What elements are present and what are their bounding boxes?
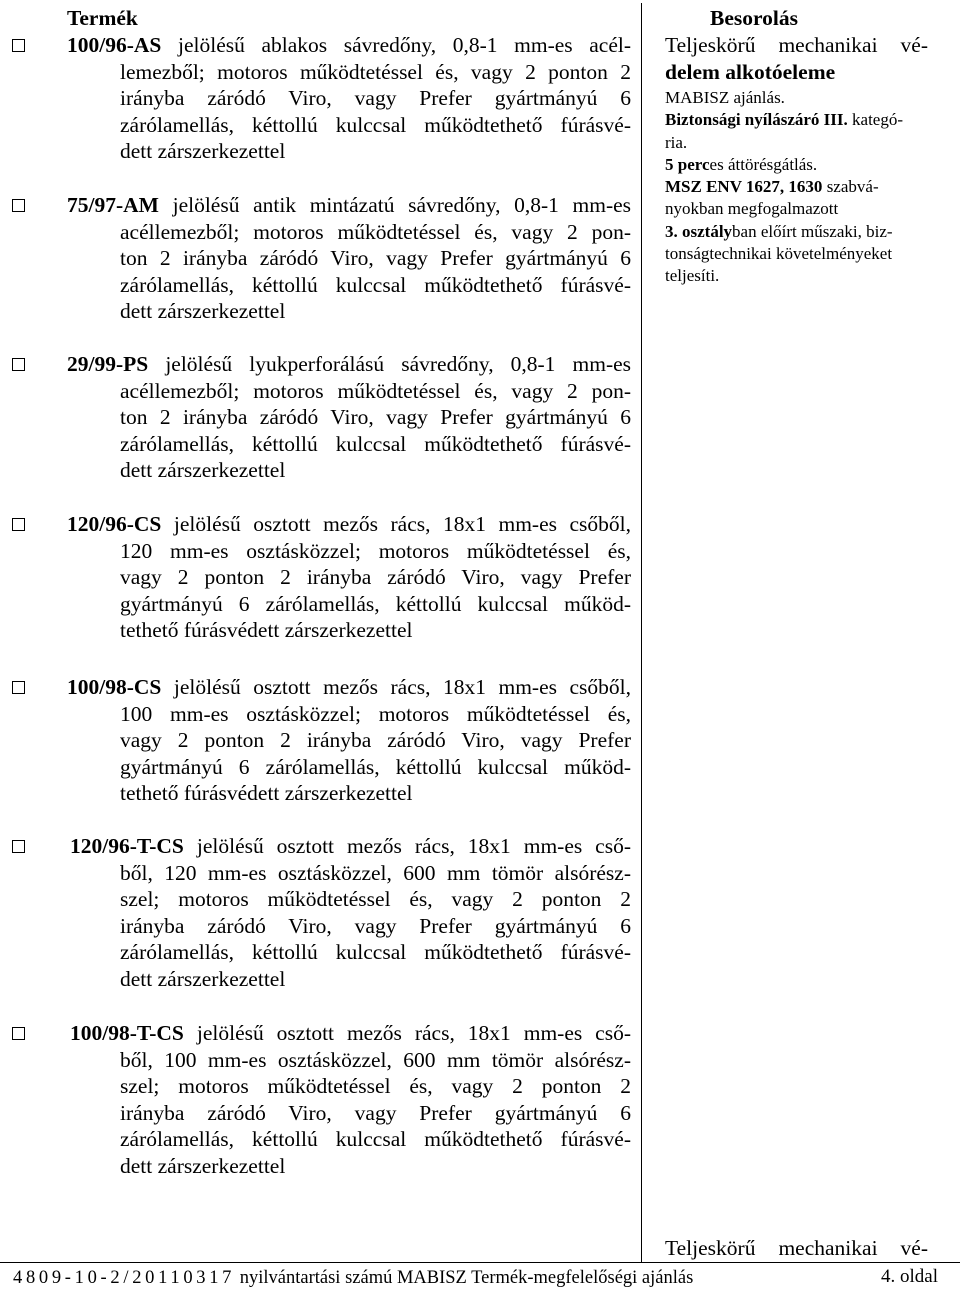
checkbox-icon: [12, 681, 25, 694]
detail-bold-text: MSZ ENV 1627, 1630: [665, 177, 823, 197]
product-code: 100/98-CS: [67, 675, 162, 699]
product-line: irányba záródó Viro, vagy Prefer gyártmányú 6: [120, 913, 631, 938]
classification-detail-line: [665, 243, 950, 265]
classification-continued-title: [665, 1235, 928, 1262]
checkbox-icon: [12, 358, 25, 371]
detail-text: ria.: [665, 132, 688, 152]
detail-text: es áttörésgátlás.: [709, 154, 818, 174]
product-item: [0, 32, 641, 165]
product-item: [0, 511, 641, 644]
product-line: zárólamellás, kéttollú kulccsal működtethető fúrásvé-: [120, 431, 631, 456]
product-item: [0, 1020, 641, 1180]
product-line: ből, 100 mm-es osztásközzel, 600 mm tömör alsórész-: [120, 1047, 631, 1072]
product-code: 29/99-PS: [67, 352, 149, 376]
product-line: dett zárszerkezettel: [120, 966, 286, 991]
column-divider: [641, 3, 642, 1262]
product-line: gyártmányú 6 zárólamellás, kéttollú kulccsal működ-: [120, 754, 631, 779]
detail-text: kategó-: [852, 110, 904, 130]
product-line: 120 mm-es osztásközzel; motoros működtetéssel és,: [120, 538, 631, 563]
product-line: acéllemezből; motoros működtetéssel és, vagy 2 pon-: [120, 219, 631, 244]
product-line: ton 2 irányba záródó Viro, vagy Prefer gyártmányú 6: [120, 246, 631, 271]
detail-bold-text: Biztonsági nyílászáró III.: [665, 110, 848, 130]
product-line: vagy 2 ponton 2 irányba záródó Viro, vagy Prefer: [120, 728, 631, 753]
product-code: 120/96-T-CS: [70, 834, 184, 858]
classification-detail-line: [665, 198, 950, 220]
checkbox-icon: [12, 518, 25, 531]
product-line: irányba záródó Viro, vagy Prefer gyártmányú 6: [120, 1100, 631, 1125]
product-line: szel; motoros működtetéssel és, vagy 2 ponton 2: [120, 887, 631, 912]
classification-detail-line: [665, 221, 950, 243]
product-line: gyártmányú 6 zárólamellás, kéttollú kulccsal működ-: [120, 591, 631, 616]
product-line: [67, 674, 631, 701]
product-line: [67, 32, 631, 59]
product-code: 100/98-T-CS: [70, 1021, 184, 1045]
classification-detail-line: [665, 176, 950, 198]
product-line: zárólamellás, kéttollú kulccsal működtethető fúrásvé-: [120, 1127, 631, 1152]
product-description-text: jelölésű osztott mezős rács, 18x1 mm-es cső-: [196, 1021, 632, 1045]
page-number: 4. oldal: [881, 1266, 938, 1287]
detail-text: MABISZ ajánlás.: [665, 88, 785, 107]
classification-detail-line: [665, 265, 950, 287]
product-column-header: Termék: [67, 6, 138, 30]
product-line: ton 2 irányba záródó Viro, vagy Prefer gyártmányú 6: [120, 405, 631, 430]
classification-title-line: Teljeskörű mechanikai vé-: [665, 1236, 928, 1260]
product-line: zárólamellás, kéttollú kulccsal működtethető fúrásvé-: [120, 940, 631, 965]
checkbox-icon: [12, 199, 25, 212]
product-line: zárólamellás, kéttollú kulccsal működtethető fúrásvé-: [120, 272, 631, 297]
product-line: ből, 120 mm-es osztásközzel, 600 mm tömör alsórész-: [120, 860, 631, 885]
classification-title-line: Teljeskörű mechanikai vé-: [665, 33, 928, 57]
product-line: [70, 833, 631, 860]
page-footer: [13, 1267, 693, 1289]
detail-text: teljesíti.: [665, 266, 720, 286]
product-line: zárólamellás, kéttollú kulccsal működtethető fúrásvé-: [120, 112, 631, 137]
product-item: [0, 192, 641, 325]
product-description-text: jelölésű osztott mezős rács, 18x1 mm-es cső-: [196, 834, 632, 858]
product-description-text: jelölésű osztott mezős rács, 18x1 mm-es csőből,: [173, 675, 632, 699]
checkbox-icon: [12, 39, 25, 52]
product-line: [70, 1020, 631, 1047]
detail-text: szabvá-: [826, 177, 879, 197]
product-item: [0, 833, 641, 993]
product-code: 120/96-CS: [67, 512, 162, 536]
product-line: vagy 2 ponton 2 irányba záródó Viro, vagy Prefer: [120, 565, 631, 590]
classification-title-line: delem alkotóeleme: [665, 59, 836, 84]
product-line: [67, 511, 631, 538]
product-line: dett zárszerkezettel: [120, 458, 286, 483]
product-line: [67, 351, 631, 378]
detail-text: nyokban megfogalmazott: [665, 199, 839, 219]
product-description-text: jelölésű osztott mezős rács, 18x1 mm-es csőből,: [173, 512, 632, 536]
product-item: [0, 674, 641, 807]
detail-bold-text: 3. osztály: [665, 221, 733, 241]
classification-details: [665, 87, 950, 288]
checkbox-icon: [12, 840, 25, 853]
product-line: irányba záródó Viro, vagy Prefer gyártmányú 6: [120, 86, 631, 111]
classification-detail-line: [665, 87, 950, 109]
product-line: dett zárszerkezettel: [120, 1153, 286, 1178]
classification-detail-line: [665, 132, 950, 154]
product-line: 100 mm-es osztásközzel; motoros működtetéssel és,: [120, 701, 631, 726]
product-description-text: jelölésű lyukperforálású sávredőny, 0,8-1 mm-es: [165, 352, 632, 376]
product-line: tethető fúrásvédett zárszerkezettel: [120, 781, 413, 806]
registration-number: 4809-10-2/20110317: [13, 1268, 236, 1288]
detail-text: tonságtechnikai követelményeket: [665, 244, 893, 264]
detail-text: ban előírt műszaki, biz-: [732, 221, 893, 241]
product-description-text: jelölésű antik mintázatú sávredőny, 0,8-1 mm-es: [172, 193, 632, 217]
product-line: dett zárszerkezettel: [120, 139, 286, 164]
product-description-text: jelölésű ablakos sávredőny, 0,8-1 mm-es acél-: [178, 33, 632, 57]
product-code: 100/96-AS: [67, 33, 162, 57]
classification-title: [665, 32, 928, 85]
product-code: 75/97-AM: [67, 193, 159, 217]
registration-text: nyilvántartási számú MABISZ Termék-megfelelőségi ajánlás: [239, 1268, 694, 1288]
footer-rule: [0, 1262, 960, 1263]
product-line: dett zárszerkezettel: [120, 299, 286, 324]
classification-column-header: Besorolás: [710, 6, 798, 30]
checkbox-icon: [12, 1027, 25, 1040]
classification-detail-line: [665, 109, 950, 131]
product-line: acéllemezből; motoros működtetéssel és, vagy 2 pon-: [120, 378, 631, 403]
product-line: tethető fúrásvédett zárszerkezettel: [120, 618, 413, 643]
product-line: szel; motoros működtetéssel és, vagy 2 ponton 2: [120, 1074, 631, 1099]
detail-bold-text: 5 perc: [665, 154, 710, 174]
classification-detail-line: [665, 154, 950, 176]
product-line: [67, 192, 631, 219]
product-line: lemezből; motoros működtetéssel és, vagy 2 ponton 2: [120, 59, 631, 84]
product-item: [0, 351, 641, 484]
